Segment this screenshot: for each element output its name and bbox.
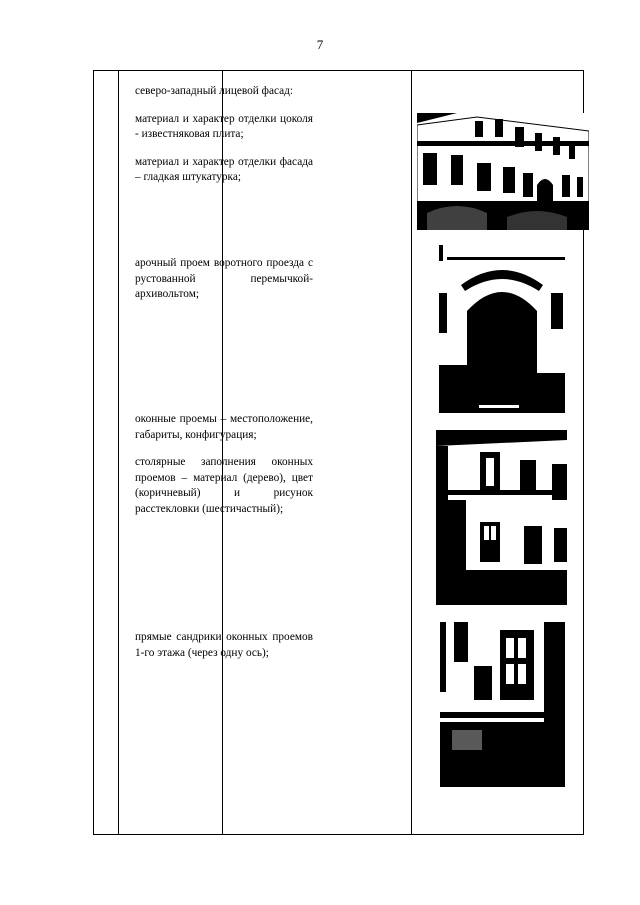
description-paragraph: материал и характер отделки фасада – гладкая штукатурка;: [135, 155, 313, 184]
photo-facade-street: [417, 113, 589, 230]
row-1-description: [135, 84, 313, 186]
description-paragraph: оконные проемы – местоположение, габариты, конфигурация;: [135, 413, 313, 441]
description-paragraph: северо-западный лицевой фасад:: [135, 85, 294, 97]
description-paragraph: прямые сандрики оконных проемов 1-го этажа (через одну ось);: [135, 631, 313, 659]
photo-windows: [436, 430, 567, 605]
photo-sandriks: [440, 622, 565, 787]
row-3-description: [135, 412, 313, 518]
description-paragraph: материал и характер отделки цоколя - известняковая плита;: [135, 112, 313, 141]
row-4-description: [135, 630, 313, 661]
description-paragraph: столярные заполнения оконных проемов – материал (дерево), цвет (коричневый) и рисунок расстекловки (шестичастный);: [135, 456, 313, 515]
photo-arch-gateway: [439, 245, 565, 413]
column-divider-1: [118, 71, 119, 834]
column-divider-3: [411, 71, 412, 834]
description-paragraph: арочный проем воротного проезда с рустованной перемычкой-архивольтом;: [135, 257, 313, 301]
page-number: 7: [316, 37, 324, 52]
row-2-description: [135, 256, 313, 303]
